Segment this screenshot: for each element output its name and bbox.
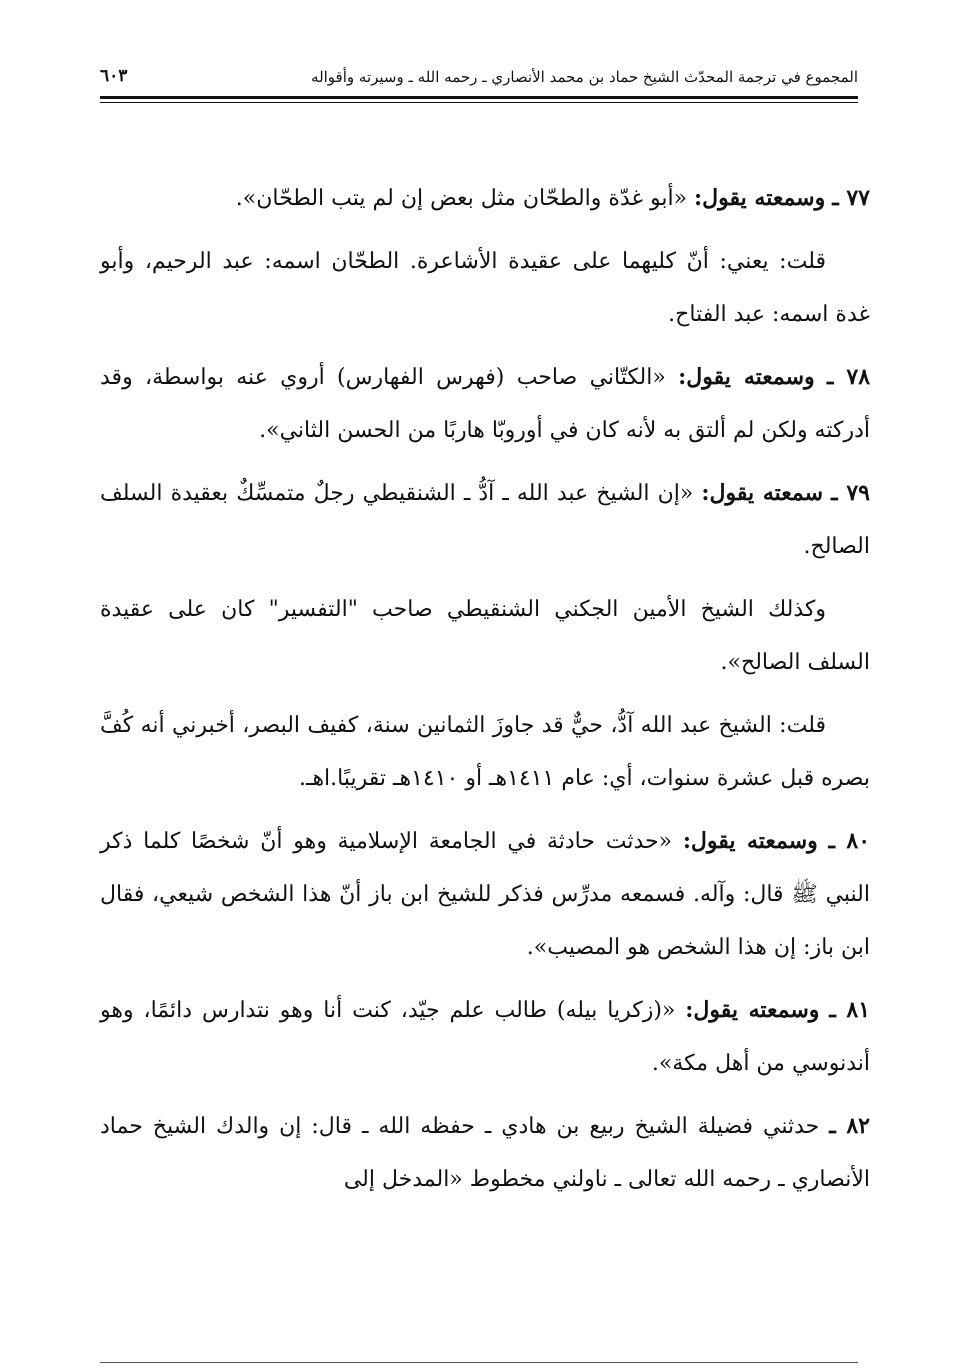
- paragraph-80: [100, 815, 870, 974]
- paragraph-text: «حدثت حادثة في الجامعة الإسلامية وهو أنّ شخصًا كلما ذكر النبي ﷺ قال: وآله. فسمعه مدرِّس فذكر للشيخ ابن باز أنّ هذا الشخص شيعي، فقال ابن باز: إن هذا الشخص هو المصيب».: [100, 829, 870, 960]
- paragraph-lead: وسمعته يقول:: [694, 185, 826, 211]
- paragraph-note-1: [100, 235, 870, 341]
- paragraph-number: ٧٩ ـ: [831, 480, 870, 506]
- paragraph-text: «أبو غدّة والطحّان مثل بعض إن لم يتب الطحّان».: [235, 186, 688, 211]
- page-body: [100, 172, 870, 1216]
- paragraph-number: ٧٧ ـ: [832, 185, 870, 211]
- paragraph-lead: وسمعته يقول:: [682, 828, 818, 854]
- paragraph-text: قلت: يعني: أنّ كليهما على عقيدة الأشاعرة. الطحّان اسمه: عبد الرحيم، وأبو غدة اسمه: عبد الفتاح.: [100, 249, 870, 327]
- paragraph-number: ٨١ ـ: [829, 997, 871, 1023]
- paragraph-text: «الكتّاني صاحب (فهرس الفهارس) أروي عنه بواسطة، وقد أدركته ولكن لم ألتق به لأنه كان في أوروبّا هاربًا من الحسن الثاني».: [100, 365, 870, 443]
- paragraph-note-2: [100, 583, 870, 689]
- paragraph-text: وكذلك الشيخ الأمين الجكني الشنقيطي صاحب "التفسير" كان على عقيدة السلف الصالح».: [100, 597, 870, 675]
- page-bottom-edge: [100, 1362, 858, 1363]
- paragraph-text: حدثني فضيلة الشيخ ربيع بن هادي ـ حفظه الله ـ قال: إن والدك الشيخ حماد الأنصاري ـ رحمه الله تعالى ـ ناولني مخطوط «المدخل إلى: [100, 1114, 870, 1192]
- paragraph-text: «(زكريا بيله) طالب علم جيّد، كنت أنا وهو نتدارس دائمًا، وهو أندنوسي من أهل مكة».: [100, 998, 870, 1076]
- paragraph-number: ٨٢ ـ: [829, 1113, 870, 1139]
- page-number: ٦٠٣: [100, 66, 128, 86]
- paragraph-lead: وسمعته يقول:: [685, 997, 820, 1023]
- paragraph-lead: وسمعته يقول:: [678, 364, 815, 390]
- paragraph-lead: سمعته يقول:: [701, 480, 824, 506]
- header-rule-thin: [100, 102, 858, 103]
- paragraph-number: ٧٨ ـ: [826, 364, 871, 390]
- paragraph-79: [100, 467, 870, 573]
- paragraph-note-3: [100, 699, 870, 805]
- paragraph-77: [100, 172, 870, 225]
- paragraph-text: قلت: الشيخ عبد الله آدُّ، حيٌّ قد جاوزَ الثمانين سنة، كفيف البصر، أخبرني أنه كُفَّ بصره قبل عشرة سنوات، أي: عام ١٤١١هـ أو ١٤١٠هـ تقريبًا.اهـ.: [100, 713, 870, 791]
- paragraph-number: ٨٠ ـ: [828, 828, 871, 854]
- header-title: المجموع في ترجمة المحدّث الشيخ حماد بن محمد الأنصاري ـ رحمه الله ـ وسيرته وأقواله: [311, 68, 858, 86]
- header-rule-thick: [100, 96, 858, 99]
- paragraph-78: [100, 351, 870, 457]
- paragraph-82: [100, 1100, 870, 1206]
- paragraph-81: [100, 984, 870, 1090]
- running-header: [100, 36, 858, 86]
- paragraph-text: «إن الشيخ عبد الله ـ آدُّ ـ الشنقيطي رجلٌ متمسِّكٌ بعقيدة السلف الصالح.: [100, 481, 870, 559]
